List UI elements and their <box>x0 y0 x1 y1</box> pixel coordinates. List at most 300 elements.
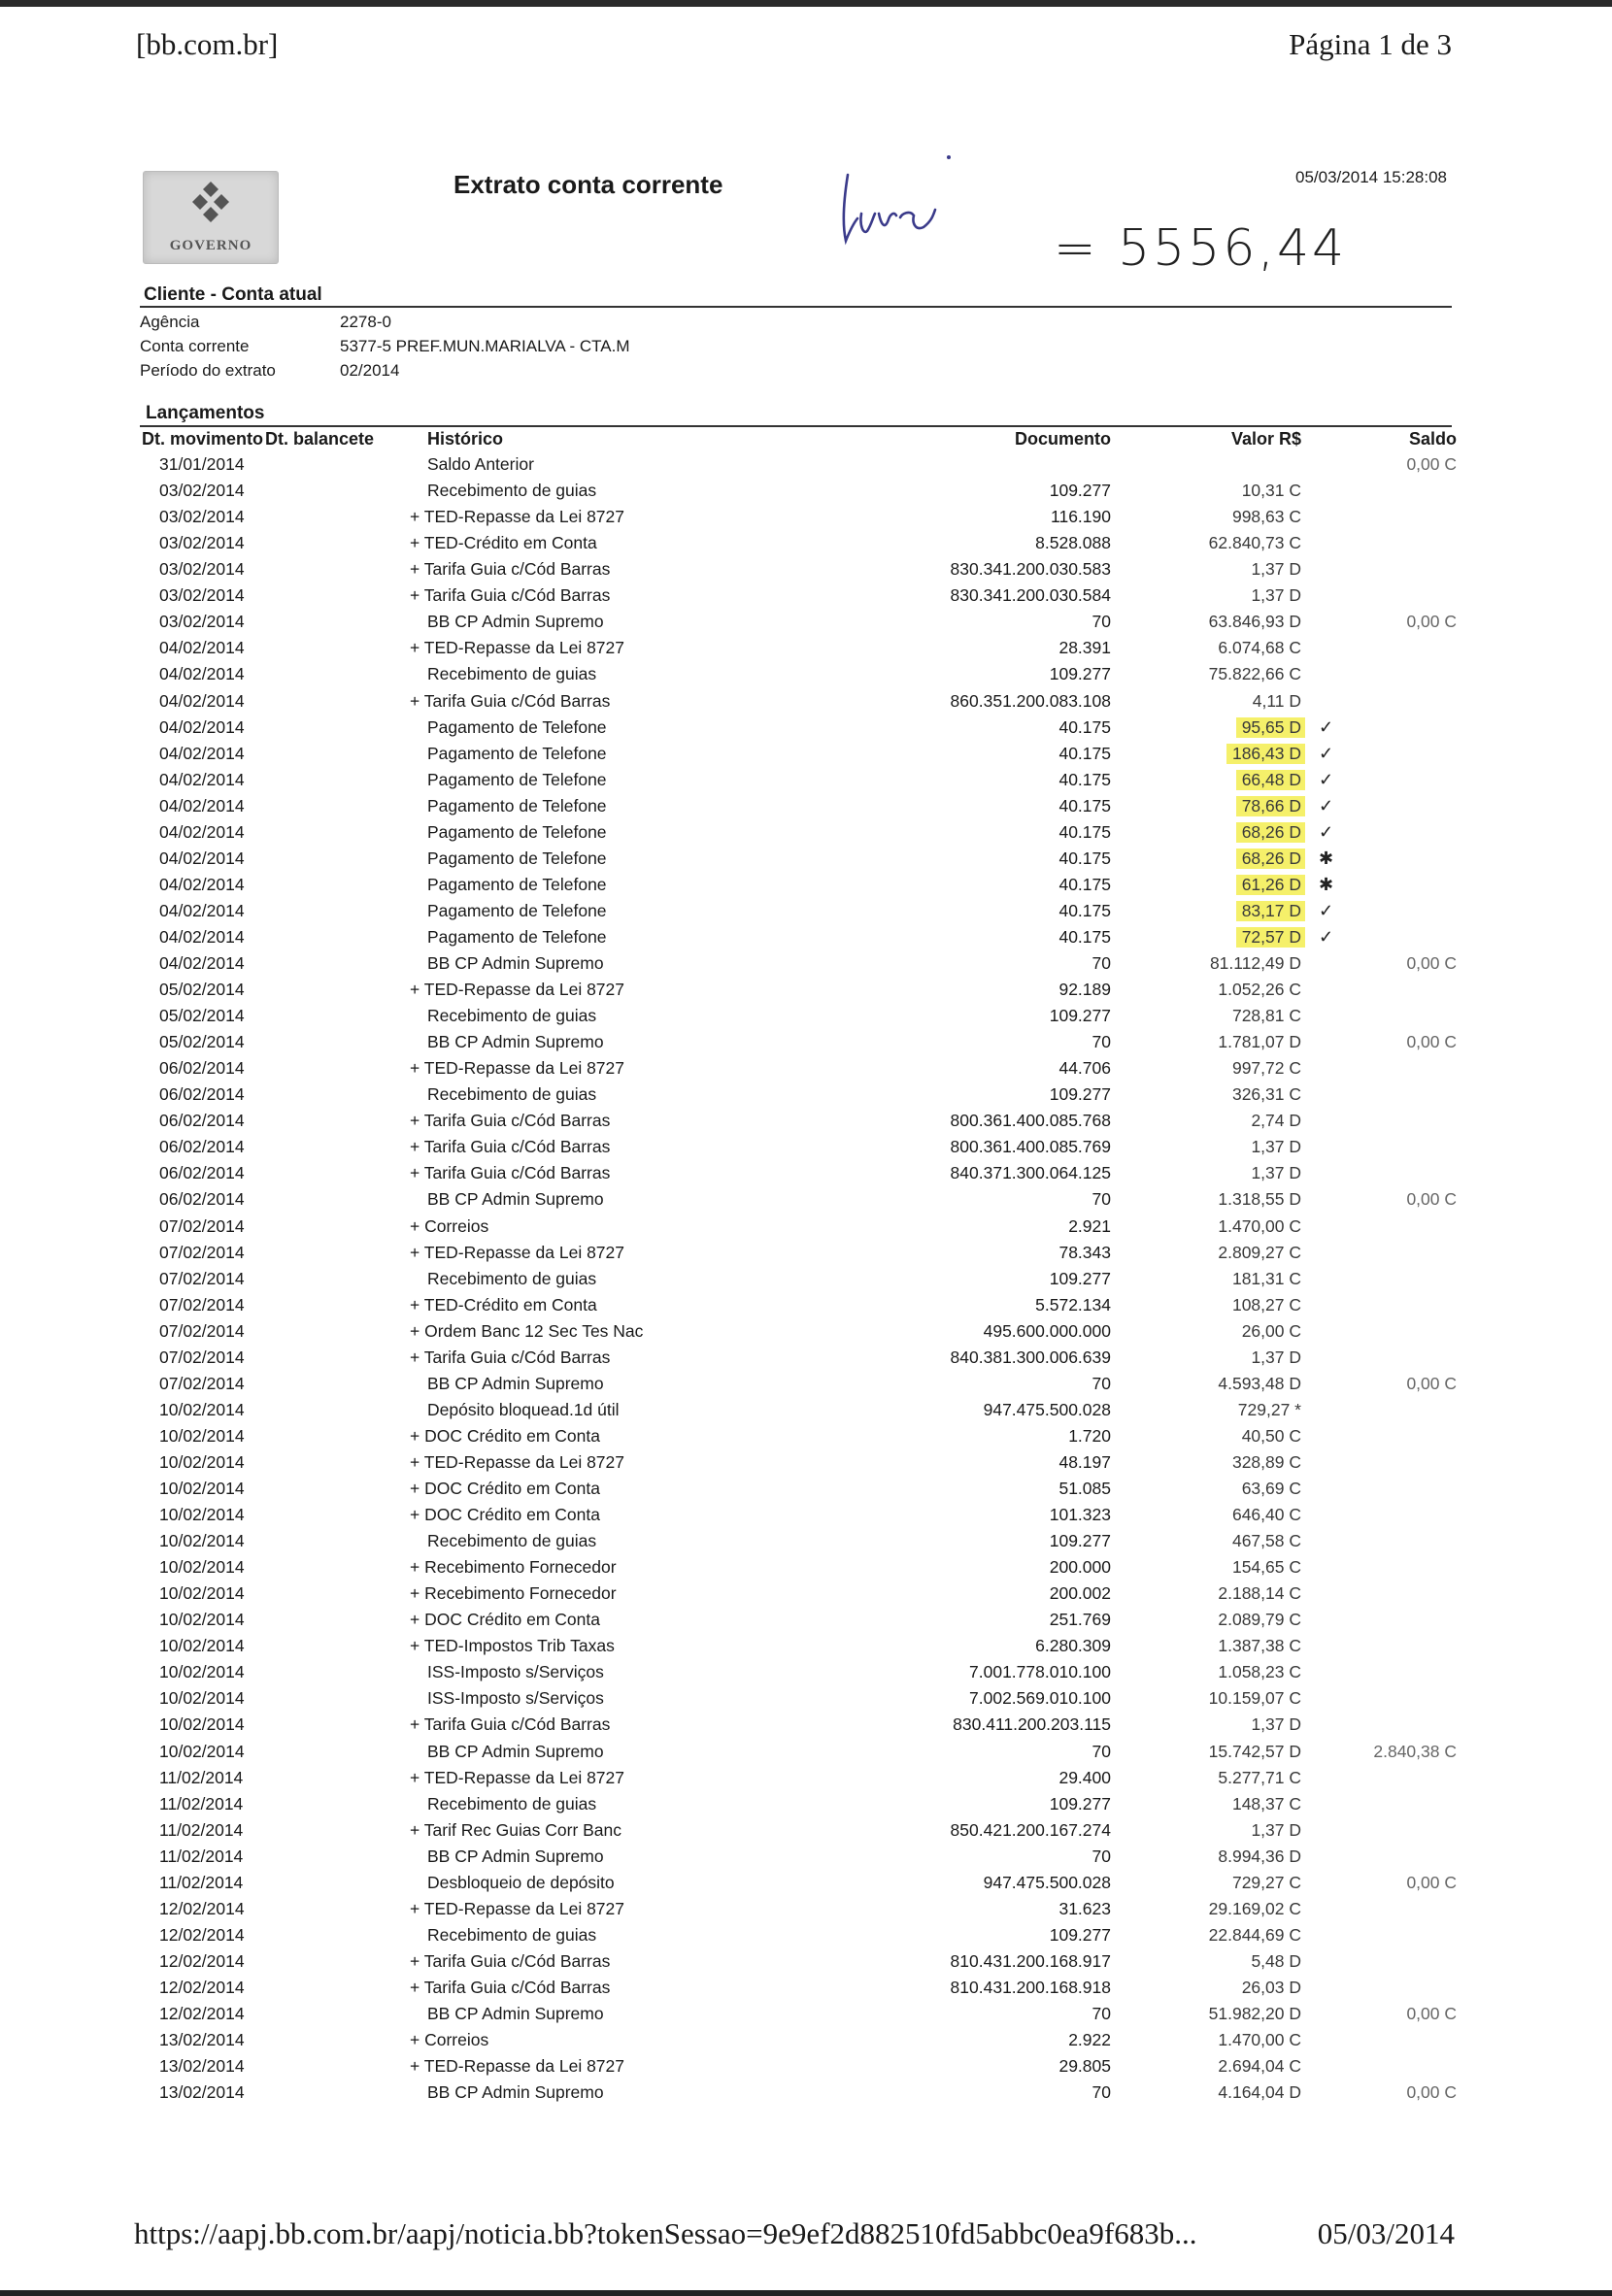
cell-documento: 44.706 <box>1058 1058 1111 1079</box>
cell-date: 12/02/2014 <box>159 1924 245 1945</box>
table-row <box>0 1713 1612 1739</box>
cell-date: 12/02/2014 <box>159 1977 245 1997</box>
cell-date: 11/02/2014 <box>159 1819 244 1840</box>
cell-historico: + Recebimento Fornecedor <box>410 1557 617 1578</box>
cell-historico: + TED-Repasse da Lei 8727 <box>410 1898 624 1918</box>
cell-documento: 830.341.200.030.584 <box>950 585 1111 606</box>
cell-documento: 40.175 <box>1058 769 1111 789</box>
cell-date: 04/02/2014 <box>159 874 245 894</box>
cell-valor: 10.159,07 C <box>1208 1688 1301 1709</box>
cell-valor: 4.593,48 D <box>1218 1373 1301 1393</box>
cell-historico: + TED-Repasse da Lei 8727 <box>410 638 624 658</box>
bb-logo <box>143 171 279 264</box>
cell-valor: 1.470,00 C <box>1218 1215 1301 1236</box>
table-row <box>0 951 1612 978</box>
table-row <box>0 1871 1612 1897</box>
cell-date: 04/02/2014 <box>159 690 245 711</box>
cell-documento: 70 <box>1091 1373 1111 1393</box>
cell-historico: Pagamento de Telefone <box>427 926 607 947</box>
cell-valor: 63,69 C <box>1241 1479 1301 1498</box>
cell-historico: + DOC Crédito em Conta <box>410 1425 600 1446</box>
table-row <box>0 557 1612 583</box>
table-row <box>0 1241 1612 1267</box>
cell-valor: 4.164,04 D <box>1218 2082 1301 2103</box>
cell-date: 12/02/2014 <box>159 1950 245 1971</box>
scan-top-edge <box>0 0 1612 7</box>
cell-historico: + Tarifa Guia c/Cód Barras <box>410 1977 611 1997</box>
cell-valor: 467,58 C <box>1231 1531 1301 1550</box>
cell-documento: 109.277 <box>1049 1793 1111 1814</box>
cell-date: 10/02/2014 <box>159 1479 245 1498</box>
cell-documento: 109.277 <box>1049 664 1111 684</box>
cell-historico: + TED-Repasse da Lei 8727 <box>410 1242 624 1262</box>
cell-date: 06/02/2014 <box>159 1163 245 1183</box>
cell-documento: 109.277 <box>1049 481 1111 501</box>
cell-date: 04/02/2014 <box>159 769 245 789</box>
table-row <box>0 768 1612 794</box>
site-header: [bb.com.br] <box>136 27 279 61</box>
cell-historico: Pagamento de Telefone <box>427 795 607 815</box>
divider <box>140 306 1452 308</box>
cell-saldo: 0,00 C <box>1406 1032 1457 1052</box>
timestamp: 05/03/2014 15:28:08 <box>1295 168 1447 186</box>
cell-valor: 186,43 D <box>1226 744 1305 764</box>
table-row <box>0 1949 1612 1976</box>
table-row <box>0 479 1612 505</box>
page-title: Extrato conta corrente <box>453 170 723 199</box>
table-row <box>0 1030 1612 1056</box>
cell-valor: 6.074,68 C <box>1218 638 1301 658</box>
cell-date: 03/02/2014 <box>159 481 245 501</box>
cell-historico: Recebimento de guias <box>427 1793 597 1814</box>
cell-documento: 40.175 <box>1058 743 1111 763</box>
table-row <box>0 1293 1612 1319</box>
cell-valor: 51.982,20 D <box>1208 2003 1301 2023</box>
table-row <box>0 452 1612 479</box>
table-row <box>0 1056 1612 1082</box>
table-row <box>0 1267 1612 1293</box>
cell-historico: BB CP Admin Supremo <box>427 612 604 632</box>
cell-historico: Recebimento de guias <box>427 1084 597 1105</box>
table-row <box>0 820 1612 847</box>
cell-historico: + TED-Repasse da Lei 8727 <box>410 1058 624 1079</box>
cell-historico: Recebimento de guias <box>427 1924 597 1945</box>
cell-valor: 83,17 D <box>1236 901 1305 921</box>
cell-date: 13/02/2014 <box>159 2056 245 2077</box>
cell-historico: + Tarifa Guia c/Cód Barras <box>410 1163 611 1183</box>
handwritten-check-mark: ✓ <box>1319 821 1334 842</box>
cell-valor: 95,65 D <box>1236 717 1305 738</box>
cell-saldo: 2.840,38 C <box>1373 1741 1457 1761</box>
cell-documento: 5.572.134 <box>1035 1294 1111 1314</box>
cell-valor: 26,00 C <box>1241 1320 1301 1341</box>
cell-valor: 2.694,04 C <box>1218 2056 1301 2077</box>
cell-documento: 40.175 <box>1058 874 1111 894</box>
cell-documento: 495.600.000.000 <box>983 1320 1111 1341</box>
footer-date: 05/03/2014 <box>1317 2216 1455 2250</box>
cell-documento: 109.277 <box>1049 1268 1111 1288</box>
table-row <box>0 1398 1612 1424</box>
cell-saldo: 0,00 C <box>1406 1872 1457 1892</box>
cell-valor: 328,89 C <box>1231 1451 1301 1472</box>
cell-date: 03/02/2014 <box>159 612 245 632</box>
cell-valor: 5.277,71 C <box>1218 1767 1301 1787</box>
cell-historico: Pagamento de Telefone <box>427 821 607 842</box>
handwritten-check-mark: ✓ <box>1319 900 1334 920</box>
cell-valor: 1.387,38 C <box>1218 1636 1301 1656</box>
cell-historico: Saldo Anterior <box>427 454 534 474</box>
cell-date: 07/02/2014 <box>159 1320 245 1341</box>
cell-documento: 850.421.200.167.274 <box>950 1819 1111 1840</box>
cell-documento: 40.175 <box>1058 900 1111 920</box>
table-row <box>0 1004 1612 1030</box>
table-row <box>0 583 1612 610</box>
table-row <box>0 610 1612 636</box>
table-row <box>0 1818 1612 1845</box>
cell-historico: + TED-Repasse da Lei 8727 <box>410 1767 624 1787</box>
cell-date: 13/02/2014 <box>159 2030 245 2049</box>
client-field-value: 02/2014 <box>340 361 400 380</box>
cell-documento: 48.197 <box>1058 1451 1111 1472</box>
cell-date: 07/02/2014 <box>159 1215 245 1236</box>
client-field-label: Agência <box>140 313 200 331</box>
table-row <box>0 1082 1612 1109</box>
cell-date: 07/02/2014 <box>159 1242 245 1262</box>
cell-valor: 729,27 C <box>1231 1872 1301 1892</box>
client-field-label: Período do extrato <box>140 361 276 380</box>
client-field-value: 5377-5 PREF.MUN.MARIALVA - CTA.M <box>340 337 630 355</box>
cell-date: 31/01/2014 <box>159 454 245 474</box>
divider <box>140 425 1452 427</box>
cell-date: 10/02/2014 <box>159 1636 245 1656</box>
cell-date: 03/02/2014 <box>159 559 245 580</box>
cell-valor: 66,48 D <box>1236 770 1305 790</box>
scan-bottom-edge <box>0 2290 1612 2296</box>
cell-date: 13/02/2014 <box>159 2082 245 2103</box>
col-dt-movimento: Dt. movimento <box>142 429 264 449</box>
cell-date: 10/02/2014 <box>159 1714 245 1735</box>
cell-documento: 200.002 <box>1049 1583 1111 1604</box>
table-row <box>0 2028 1612 2054</box>
cell-date: 11/02/2014 <box>159 1872 244 1892</box>
cell-historico: + TED-Impostos Trib Taxas <box>410 1636 615 1656</box>
cell-documento: 2.922 <box>1068 2030 1111 2049</box>
cell-historico: + Tarifa Guia c/Cód Barras <box>410 1347 611 1367</box>
cell-saldo: 0,00 C <box>1406 612 1457 632</box>
cell-historico: + TED-Repasse da Lei 8727 <box>410 1451 624 1472</box>
cell-historico: Recebimento de guias <box>427 1531 597 1550</box>
cell-documento: 109.277 <box>1049 1531 1111 1550</box>
cell-valor: 4,11 D <box>1252 690 1301 711</box>
cell-valor: 22.844,69 C <box>1208 1924 1301 1945</box>
cell-historico: BB CP Admin Supremo <box>427 2003 604 2023</box>
cell-historico: + TED-Repasse da Lei 8727 <box>410 980 624 999</box>
cell-valor: 181,31 C <box>1231 1268 1301 1288</box>
cell-historico: + Recebimento Fornecedor <box>410 1583 617 1604</box>
table-row <box>0 1450 1612 1477</box>
cell-date: 06/02/2014 <box>159 1058 245 1079</box>
cell-documento: 860.351.200.083.108 <box>950 690 1111 711</box>
table-row <box>0 1135 1612 1161</box>
cell-date: 07/02/2014 <box>159 1294 245 1314</box>
cell-date: 12/02/2014 <box>159 2003 245 2023</box>
cell-date: 10/02/2014 <box>159 1557 245 1578</box>
cell-date: 06/02/2014 <box>159 1189 245 1210</box>
cell-documento: 200.000 <box>1049 1557 1111 1578</box>
cell-date: 04/02/2014 <box>159 821 245 842</box>
cell-documento: 2.921 <box>1068 1215 1111 1236</box>
cell-valor: 2.809,27 C <box>1218 1242 1301 1262</box>
cell-date: 04/02/2014 <box>159 743 245 763</box>
cell-date: 04/02/2014 <box>159 638 245 658</box>
table-row <box>0 1634 1612 1660</box>
table-row <box>0 636 1612 662</box>
table-row <box>0 1477 1612 1503</box>
cell-date: 10/02/2014 <box>159 1741 245 1761</box>
table-row <box>0 1161 1612 1187</box>
cell-historico: Desbloqueio de depósito <box>427 1872 615 1892</box>
cell-historico: + TED-Crédito em Conta <box>410 533 597 553</box>
cell-date: 07/02/2014 <box>159 1373 245 1393</box>
cell-saldo: 0,00 C <box>1406 953 1457 973</box>
cell-documento: 800.361.400.085.768 <box>950 1111 1111 1131</box>
cell-date: 11/02/2014 <box>159 1846 244 1866</box>
cell-date: 03/02/2014 <box>159 507 245 527</box>
table-row <box>0 1529 1612 1555</box>
cell-date: 07/02/2014 <box>159 1347 245 1367</box>
cell-historico: BB CP Admin Supremo <box>427 1373 604 1393</box>
cell-valor: 63.846,93 D <box>1208 612 1301 632</box>
cell-valor: 72,57 D <box>1236 927 1305 948</box>
cell-documento: 810.431.200.168.917 <box>950 1950 1111 1971</box>
cell-historico: Recebimento de guias <box>427 664 597 684</box>
cell-historico: Depósito bloquead.1d útil <box>427 1399 620 1419</box>
cell-valor: 10,31 C <box>1241 481 1301 501</box>
table-row <box>0 1555 1612 1581</box>
cell-date: 04/02/2014 <box>159 795 245 815</box>
table-row <box>0 2054 1612 2080</box>
handwritten-check-mark: ✓ <box>1319 769 1334 789</box>
cell-valor: 1.470,00 C <box>1218 2030 1301 2049</box>
cell-valor: 61,26 D <box>1236 875 1305 895</box>
cell-date: 12/02/2014 <box>159 1898 245 1918</box>
cell-valor: 68,26 D <box>1236 822 1305 843</box>
cell-documento: 947.475.500.028 <box>983 1399 1111 1419</box>
cell-valor: 26,03 D <box>1241 1977 1301 1997</box>
entries-section-title: Lançamentos <box>146 403 265 423</box>
table-row <box>0 715 1612 742</box>
cell-valor: 78,66 D <box>1236 796 1305 816</box>
table-row <box>0 2002 1612 2028</box>
cell-valor: 729,27 * <box>1237 1399 1301 1419</box>
cell-date: 11/02/2014 <box>159 1767 244 1787</box>
table-row <box>0 1897 1612 1923</box>
cell-valor: 108,27 C <box>1231 1294 1301 1314</box>
cell-documento: 830.411.200.203.115 <box>953 1714 1111 1735</box>
cell-historico: + Correios <box>410 1215 489 1236</box>
cell-date: 04/02/2014 <box>159 926 245 947</box>
handwritten-check-mark: ✓ <box>1319 743 1334 763</box>
cell-date: 10/02/2014 <box>159 1505 245 1524</box>
cell-historico: BB CP Admin Supremo <box>427 1846 604 1866</box>
cell-documento: 1.720 <box>1068 1425 1111 1446</box>
cell-documento: 830.341.200.030.583 <box>950 559 1111 580</box>
cell-valor: 154,65 C <box>1231 1557 1301 1578</box>
cell-documento: 29.400 <box>1058 1767 1111 1787</box>
cell-historico: + Tarifa Guia c/Cód Barras <box>410 1137 611 1157</box>
cell-documento: 70 <box>1091 1189 1111 1210</box>
cell-valor: 1,37 D <box>1251 585 1301 606</box>
table-row <box>0 899 1612 925</box>
cell-valor: 1,37 D <box>1251 1137 1301 1157</box>
cell-valor: 1.058,23 C <box>1218 1662 1301 1682</box>
cell-valor: 1,37 D <box>1251 1163 1301 1183</box>
cell-documento: 40.175 <box>1058 821 1111 842</box>
cell-documento: 70 <box>1091 953 1111 973</box>
cell-historico: + Tarifa Guia c/Cód Barras <box>410 1714 611 1735</box>
cell-valor: 646,40 C <box>1231 1505 1301 1524</box>
cell-valor: 2,74 D <box>1251 1111 1301 1131</box>
cell-saldo: 0,00 C <box>1406 1373 1457 1393</box>
handwritten-total: = 5556,44 <box>1054 219 1348 278</box>
cell-documento: 70 <box>1091 1032 1111 1052</box>
cell-historico: Recebimento de guias <box>427 1006 597 1026</box>
cell-documento: 810.431.200.168.918 <box>950 1977 1111 1997</box>
cell-date: 03/02/2014 <box>159 585 245 606</box>
bb-logo-icon <box>188 180 233 224</box>
cell-date: 05/02/2014 <box>159 980 245 999</box>
cell-historico: + TED-Repasse da Lei 8727 <box>410 2056 624 2077</box>
table-row <box>0 1608 1612 1634</box>
cell-date: 04/02/2014 <box>159 900 245 920</box>
cell-valor: 998,63 C <box>1231 507 1301 527</box>
cell-historico: + Correios <box>410 2030 489 2049</box>
cell-valor: 2.188,14 C <box>1218 1583 1301 1604</box>
table-row <box>0 1503 1612 1529</box>
cell-historico: Pagamento de Telefone <box>427 716 607 737</box>
cell-historico: BB CP Admin Supremo <box>427 1189 604 1210</box>
table-row <box>0 1845 1612 1871</box>
table-row <box>0 1215 1612 1241</box>
table-row <box>0 794 1612 820</box>
cell-saldo: 0,00 C <box>1406 1189 1457 1210</box>
cell-documento: 840.371.300.064.125 <box>950 1163 1111 1183</box>
cell-valor: 62.840,73 C <box>1208 533 1301 553</box>
cell-documento: 109.277 <box>1049 1006 1111 1026</box>
cell-documento: 109.277 <box>1049 1084 1111 1105</box>
cell-saldo: 0,00 C <box>1406 454 1457 474</box>
table-row <box>0 978 1612 1004</box>
cell-date: 10/02/2014 <box>159 1399 245 1419</box>
cell-date: 04/02/2014 <box>159 664 245 684</box>
cell-documento: 70 <box>1091 612 1111 632</box>
cell-historico: + TED-Crédito em Conta <box>410 1294 597 1314</box>
cell-historico: Pagamento de Telefone <box>427 874 607 894</box>
cell-documento: 101.323 <box>1049 1505 1111 1524</box>
cell-documento: 8.528.088 <box>1035 533 1111 553</box>
cell-historico: + Tarifa Guia c/Cód Barras <box>410 1950 611 1971</box>
table-row <box>0 1346 1612 1372</box>
cell-valor: 40,50 C <box>1241 1425 1301 1446</box>
handwritten-check-mark: ✓ <box>1319 926 1334 947</box>
cell-valor: 1.318,55 D <box>1218 1189 1301 1210</box>
cell-historico: + Tarifa Guia c/Cód Barras <box>410 1111 611 1131</box>
cell-documento: 251.769 <box>1049 1610 1111 1630</box>
cell-valor: 728,81 C <box>1231 1006 1301 1026</box>
cell-documento: 70 <box>1091 2003 1111 2023</box>
table-row <box>0 2080 1612 2107</box>
cell-valor: 5,48 D <box>1251 1950 1301 1971</box>
cell-valor: 8.994,36 D <box>1218 1846 1301 1866</box>
cell-historico: + Tarifa Guia c/Cód Barras <box>410 559 611 580</box>
cell-documento: 840.381.300.006.639 <box>950 1347 1111 1367</box>
cell-saldo: 0,00 C <box>1406 2003 1457 2023</box>
cell-valor: 68,26 D <box>1236 849 1305 869</box>
cell-historico: Recebimento de guias <box>427 481 597 501</box>
cell-historico: + Ordem Banc 12 Sec Tes Nac <box>410 1320 644 1341</box>
cell-valor: 1.052,26 C <box>1218 980 1301 999</box>
table-row <box>0 689 1612 715</box>
table-row <box>0 1792 1612 1818</box>
col-valor: Valor R$ <box>1230 429 1301 449</box>
handwritten-check-mark: ✓ <box>1319 795 1334 815</box>
cell-documento: 40.175 <box>1058 795 1111 815</box>
cell-historico: ISS-Imposto s/Serviços <box>427 1688 604 1709</box>
cell-documento: 7.001.778.010.100 <box>969 1662 1111 1682</box>
cell-documento: 70 <box>1091 1741 1111 1761</box>
handwritten-check-mark: ✱ <box>1319 874 1334 894</box>
cell-valor: 15.742,57 D <box>1208 1741 1301 1761</box>
cell-historico: BB CP Admin Supremo <box>427 2082 604 2103</box>
cell-historico: + TED-Repasse da Lei 8727 <box>410 507 624 527</box>
cell-date: 04/02/2014 <box>159 953 245 973</box>
table-row <box>0 1660 1612 1686</box>
cell-date: 05/02/2014 <box>159 1006 245 1026</box>
cell-date: 03/02/2014 <box>159 533 245 553</box>
cell-historico: ISS-Imposto s/Serviços <box>427 1662 604 1682</box>
cell-valor: 29.169,02 C <box>1208 1898 1301 1918</box>
cell-valor: 1,37 D <box>1251 1347 1301 1367</box>
table-row <box>0 1372 1612 1398</box>
table-row <box>0 1581 1612 1608</box>
cell-historico: + DOC Crédito em Conta <box>410 1479 600 1498</box>
cell-historico: Recebimento de guias <box>427 1268 597 1288</box>
cell-valor: 2.089,79 C <box>1218 1610 1301 1630</box>
cell-date: 10/02/2014 <box>159 1531 245 1550</box>
cell-documento: 29.805 <box>1058 2056 1111 2077</box>
cell-documento: 92.189 <box>1058 980 1111 999</box>
cell-documento: 40.175 <box>1058 716 1111 737</box>
handwritten-check-mark: ✱ <box>1319 848 1334 868</box>
col-documento: Documento <box>1015 429 1111 449</box>
table-row <box>0 662 1612 688</box>
cell-historico: BB CP Admin Supremo <box>427 1741 604 1761</box>
cell-date: 04/02/2014 <box>159 716 245 737</box>
cell-documento: 40.175 <box>1058 848 1111 868</box>
cell-documento: 7.002.569.010.100 <box>969 1688 1111 1709</box>
cell-historico: + Tarifa Guia c/Cód Barras <box>410 690 611 711</box>
table-row <box>0 1424 1612 1450</box>
cell-valor: 148,37 C <box>1231 1793 1301 1814</box>
client-section-title: Cliente - Conta atual <box>144 284 322 305</box>
cell-date: 10/02/2014 <box>159 1425 245 1446</box>
cell-date: 07/02/2014 <box>159 1268 245 1288</box>
table-row <box>0 925 1612 951</box>
cell-historico: Pagamento de Telefone <box>427 900 607 920</box>
cell-valor: 81.112,49 D <box>1209 953 1301 973</box>
cell-documento: 800.361.400.085.769 <box>950 1137 1111 1157</box>
cell-documento: 6.280.309 <box>1035 1636 1111 1656</box>
